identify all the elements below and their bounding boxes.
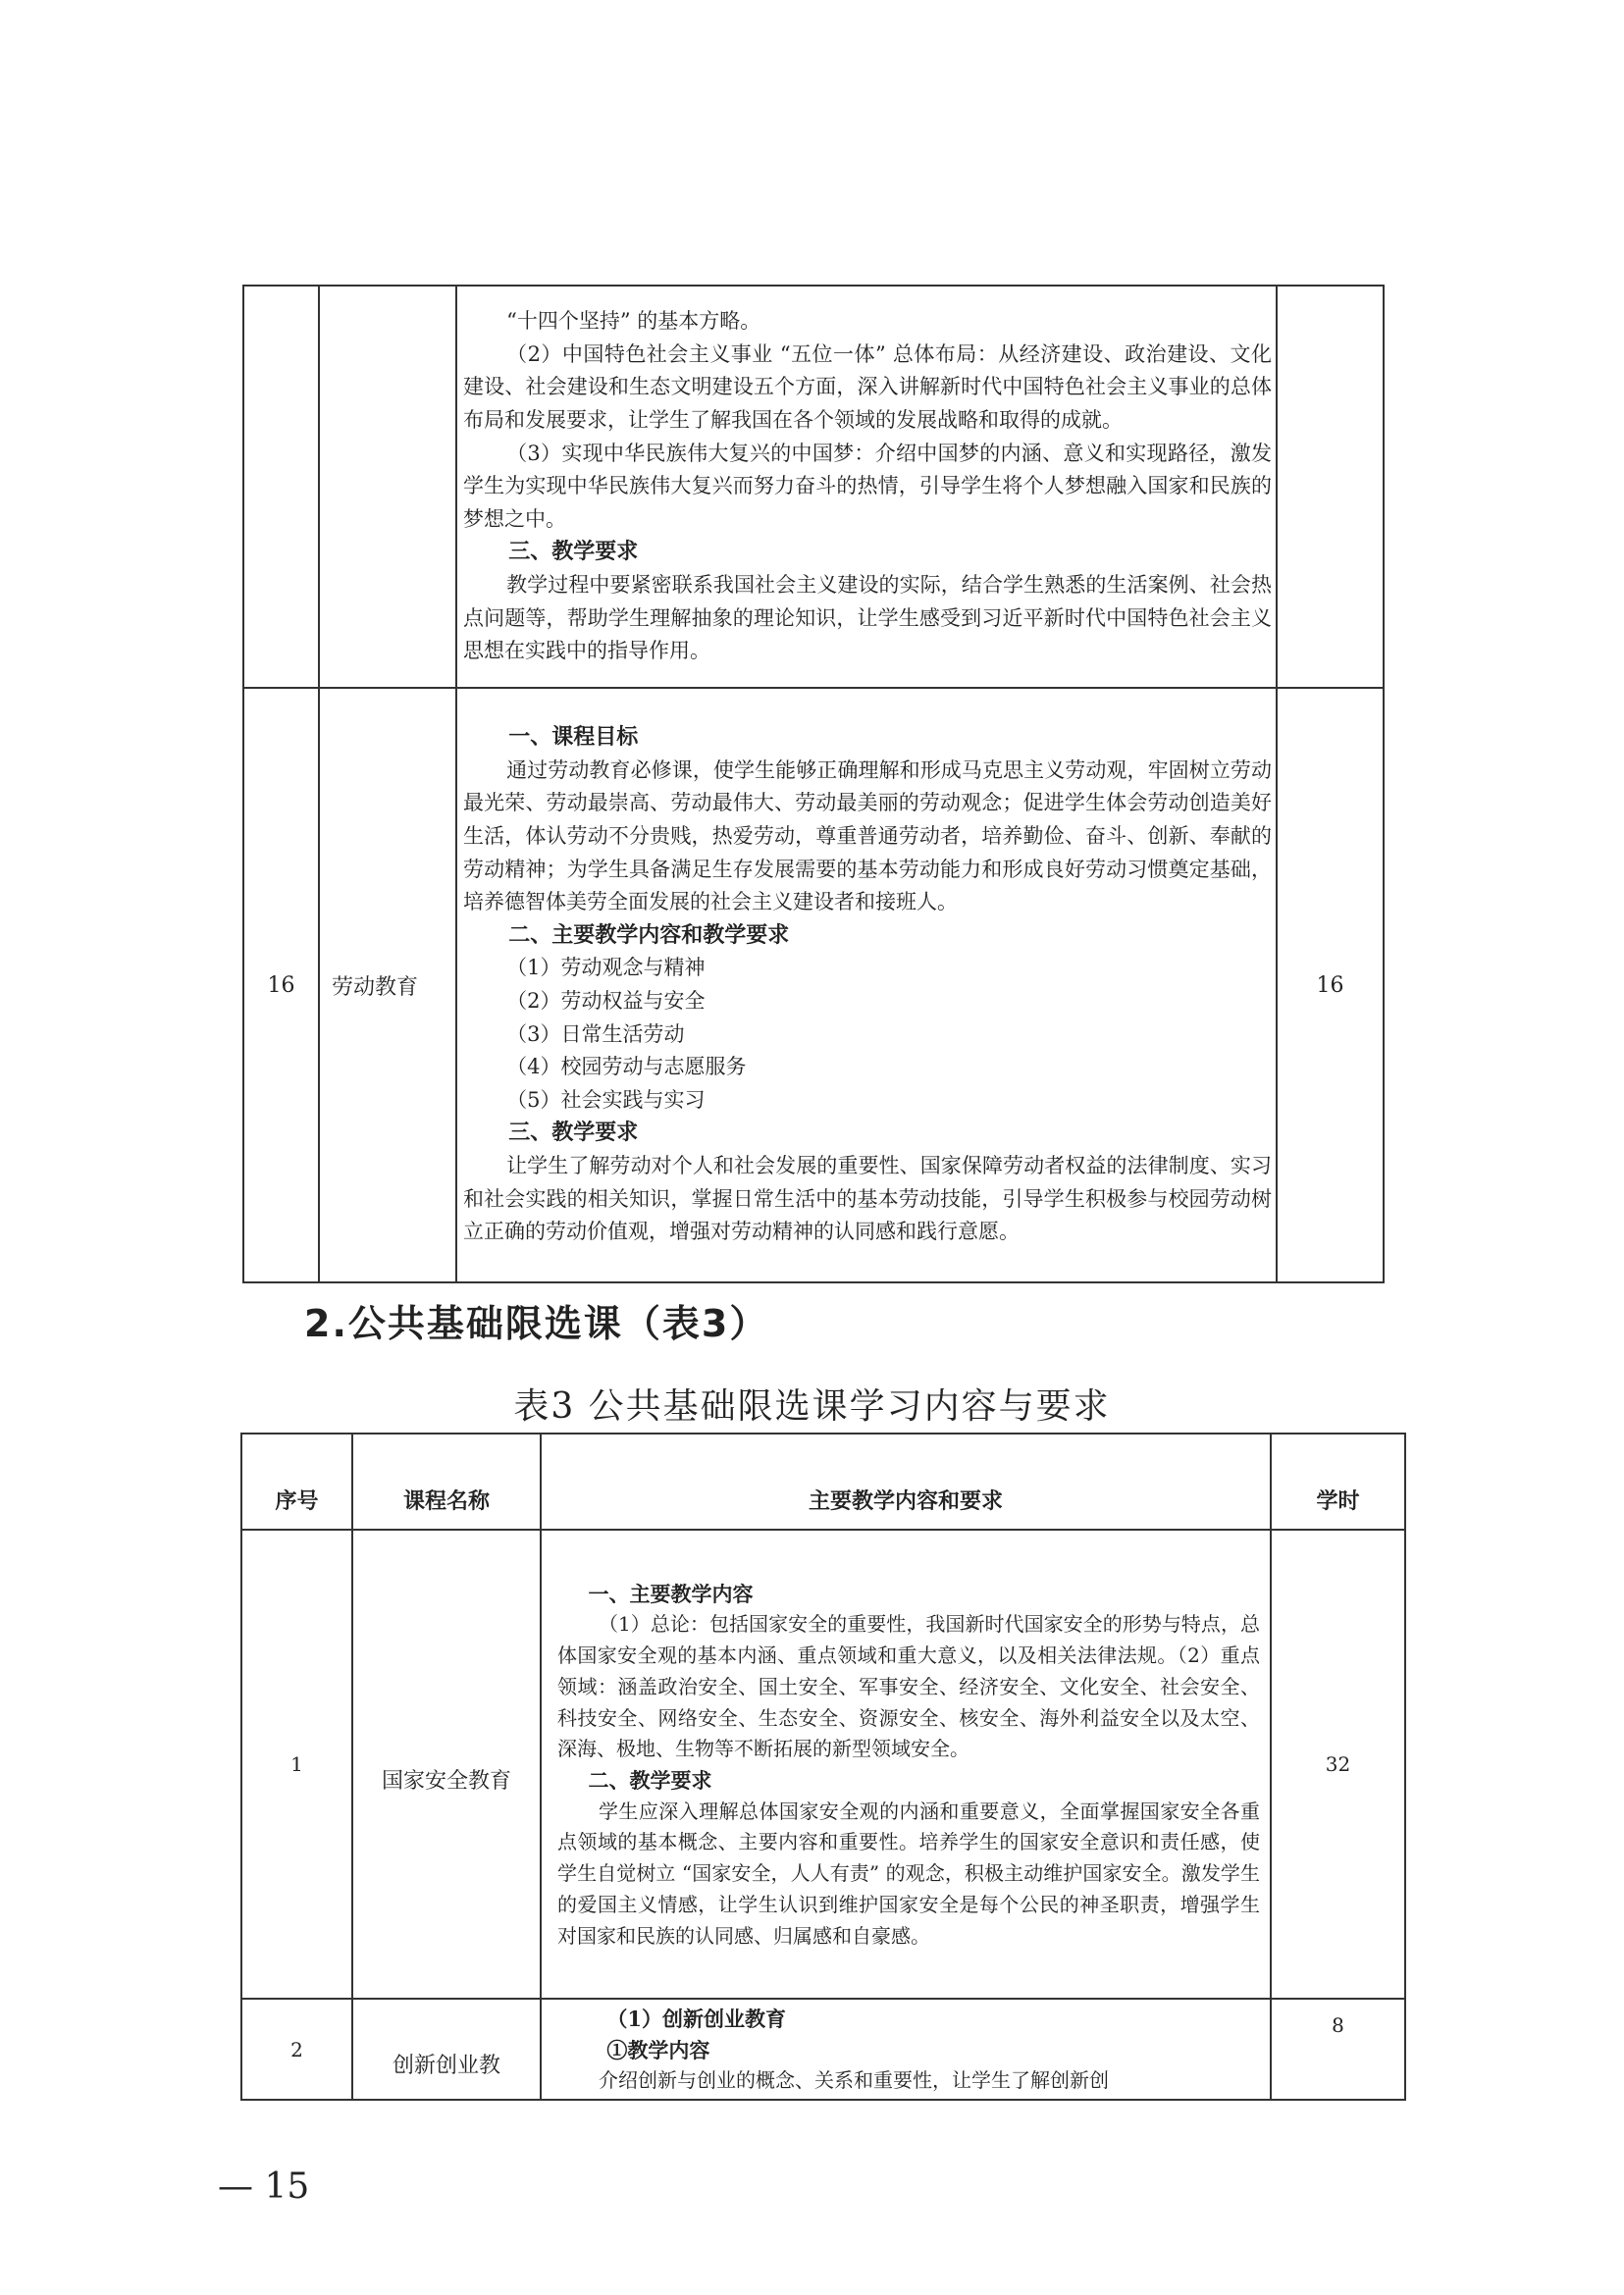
table-header-row <box>241 1434 1405 1530</box>
list-item: （1）劳动观念与精神 <box>506 956 706 980</box>
content-paragraph: 让学生了解劳动对个人和社会发展的重要性、国家保障劳动者权益的法律制度、实习和社会实践的相关知识，掌握日常生活中的基本劳动技能，引导学生积极参与校园劳动树立正确的劳动价值观，增强对劳动精神的认同感和践行意愿。 <box>463 1153 1272 1244</box>
content-paragraph: “十四个坚持” 的基本方略。 <box>506 309 761 334</box>
table-row <box>243 688 1384 1282</box>
list-item: （5）社会实践与实习 <box>506 1087 706 1112</box>
table-row <box>243 286 1384 688</box>
content-cell <box>456 688 1277 1282</box>
seq-cell: 1 <box>241 1530 352 1999</box>
seq-cell <box>243 286 319 688</box>
section-subheading: ①教学内容 <box>606 2037 710 2062</box>
list-item: （3）日常生活劳动 <box>506 1021 685 1046</box>
table-caption: 表3 公共基础限选课学习内容与要求 <box>513 1386 1111 1427</box>
content-cell <box>541 1999 1271 2100</box>
section-subheading: 三、教学要求 <box>508 1120 639 1146</box>
section-heading: 2.公共基础限选课（表3） <box>304 1302 769 1345</box>
content-cell <box>541 1530 1271 1999</box>
table-row <box>241 1999 1405 2100</box>
section-subheading: 三、教学要求 <box>508 539 639 565</box>
course-name-cell: 创新创业教 <box>352 1999 541 2100</box>
content-paragraph: （2）中国特色社会主义事业 “五位一体” 总体布局：从经济建设、政治建设、文化建设、社会建设和生态文明建设五个方面，深入讲解新时代中国特色社会主义事业的总体布局和发展要求，让学生了解我国在各个领域的发展战略和取得的成就。 <box>463 341 1272 433</box>
header-hours: 学时 <box>1271 1434 1405 1530</box>
content-cell <box>456 286 1277 688</box>
content-paragraph: （3）实现中华民族伟大复兴的中国梦：介绍中国梦的内涵、意义和实现路径，激发学生为实现中华民族伟大复兴而努力奋斗的热情，引导学生将个人梦想融入国家和民族的梦想之中。 <box>463 441 1272 531</box>
course-name-cell: 劳动教育 <box>319 688 456 1282</box>
course-name-cell <box>319 286 456 688</box>
section-subheading: 一、课程目标 <box>508 724 639 751</box>
list-item: （2）劳动权益与安全 <box>506 989 706 1013</box>
content-paragraph: 介绍创新与创业的概念、关系和重要性，让学生了解创新创 <box>599 2068 1109 2093</box>
hours-cell: 8 <box>1271 1999 1405 2100</box>
content-paragraph: 教学过程中要紧密联系我国社会主义建设的实际，结合学生熟悉的生活案例、社会热点问题等，帮助学生理解抽象的理论知识，让学生感受到习近平新时代中国特色社会主义思想在实践中的指导作用。 <box>463 572 1272 663</box>
hours-cell: 32 <box>1271 1530 1405 1999</box>
course-table-3 <box>240 1433 1406 2101</box>
section-subheading: 二、主要教学内容和教学要求 <box>508 921 790 948</box>
course-name-cell: 国家安全教育 <box>352 1530 541 1999</box>
section-subheading: 一、主要教学内容 <box>588 1581 754 1606</box>
header-seq: 序号 <box>241 1434 352 1530</box>
content-paragraph: （1）总论：包括国家安全的重要性，我国新时代国家安全的形势与特点，总体国家安全观的基本内涵、重点领域和重大意义，以及相关法律法规。（2）重点领域：涵盖政治安全、国土安全、军事安全、经济安全、文化安全、社会安全、科技安全、网络安全、生态安全、资源安全、核安全、海外利益安全以及太空、深海、极地、生物等不断拓展的新型领域安全。 <box>557 1612 1260 1761</box>
content-paragraph: 通过劳动教育必修课，使学生能够正确理解和形成马克思主义劳动观，牢固树立劳动最光荣、劳动最崇高、劳动最伟大、劳动最美丽的劳动观念；促进学生体会劳动创造美好生活，体认劳动不分贵贱，热爱劳动，尊重普通劳动者，培养勤俭、奋斗、创新、奉献的劳动精神；为学生具备满足生存发展需要的基本劳动能力和形成良好劳动习惯奠定基础，培养德智体美劳全面发展的社会主义建设者和接班人。 <box>463 757 1272 914</box>
page-number: — 15 <box>218 2166 310 2207</box>
section-subheading: （1）创新创业教育 <box>606 2007 787 2031</box>
section-subheading: 二、教学要求 <box>588 1768 712 1793</box>
content-paragraph: 学生应深入理解总体国家安全观的内涵和重要意义，全面掌握国家安全各重点领域的基本概念、主要内容和重要性。培养学生的国家安全意识和责任感，使学生自觉树立 “国家安全，人人有责” 的观念，积极主动维护国家安全。激发学生的爱国主义情感，让学生认识到维护国家安全是每个公民的神圣职责，增强学生对国家和民族的认同感、归属感和自豪感。 <box>557 1799 1260 1948</box>
seq-cell: 16 <box>243 688 319 1282</box>
hours-cell <box>1277 286 1384 688</box>
hours-cell: 16 <box>1277 688 1384 1282</box>
header-course-name: 课程名称 <box>352 1434 541 1530</box>
table-row <box>241 1530 1405 1999</box>
course-table-continued <box>242 285 1385 1283</box>
header-content: 主要教学内容和要求 <box>541 1434 1271 1530</box>
seq-cell: 2 <box>241 1999 352 2100</box>
list-item: （4）校园劳动与志愿服务 <box>506 1055 747 1079</box>
